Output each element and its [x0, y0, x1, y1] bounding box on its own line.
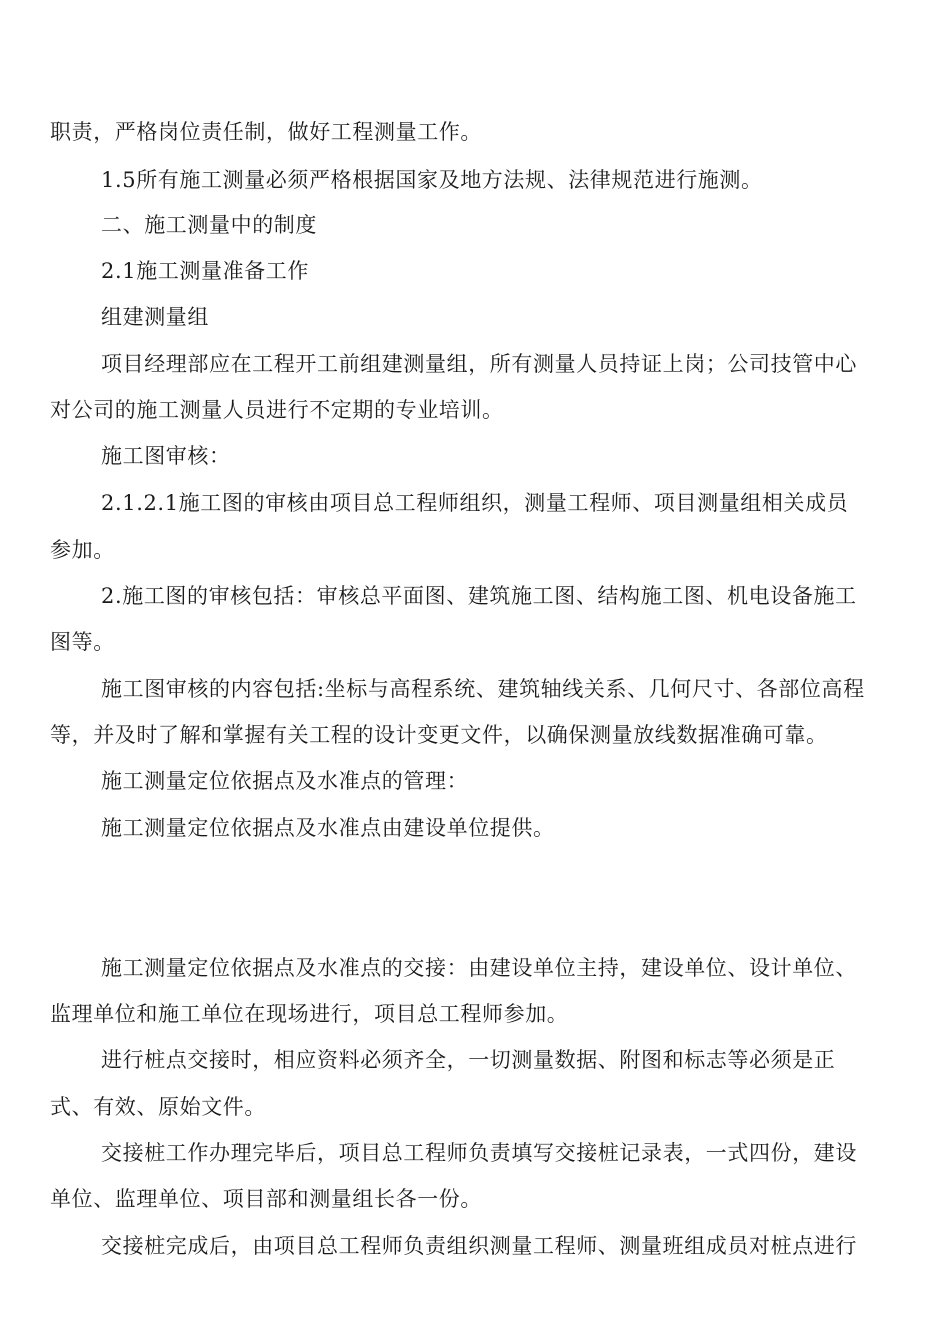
paragraph-line: 职责，严格岗位责任制，做好工程测量工作。: [50, 120, 482, 144]
paragraph-line: 交接桩完成后，由项目总工程师负责组织测量工程师、测量班组成员对桩点进行: [101, 1234, 857, 1258]
paragraph-line: 施工测量定位依据点及水准点由建设单位提供。: [101, 816, 555, 840]
paragraph-line: 施工测量定位依据点及水准点的交接：由建设单位主持，建设单位、设计单位、: [101, 956, 857, 980]
paragraph-line: 单位、监理单位、项目部和测量组长各一份。: [50, 1187, 482, 1211]
paragraph-line: 项目经理部应在工程开工前组建测量组，所有测量人员持证上岗；公司技管中心: [101, 352, 857, 376]
paragraph-line: 监理单位和施工单位在现场进行，项目总工程师参加。: [50, 1002, 569, 1026]
subsection-heading: 2.1施工测量准备工作: [101, 259, 309, 283]
paragraph-line: 对公司的施工测量人员进行不定期的专业培训。: [50, 398, 504, 422]
paragraph-line: 施工图审核的内容包括:坐标与高程系统、建筑轴线关系、几何尺寸、各部位高程: [101, 677, 865, 701]
paragraph-line: 式、有效、原始文件。: [50, 1095, 266, 1119]
paragraph-line: 图等。: [50, 630, 115, 654]
section-heading: 二、施工测量中的制度: [101, 213, 317, 237]
paragraph-line: 参加。: [50, 538, 115, 562]
paragraph-line: 1.5所有施工测量必须严格根据国家及地方法规、法律规范进行施测。: [101, 168, 763, 192]
paragraph-line: 2.施工图的审核包括：审核总平面图、建筑施工图、结构施工图、机电设备施工: [101, 584, 857, 608]
item-heading: 组建测量组: [101, 305, 209, 329]
item-heading: 施工测量定位依据点及水准点的管理：: [101, 769, 469, 793]
paragraph-line: 等，并及时了解和掌握有关工程的设计变更文件，以确保测量放线数据准确可靠。: [50, 723, 828, 747]
paragraph-line: 2.1.2.1施工图的审核由项目总工程师组织，测量工程师、项目测量组相关成员: [101, 491, 849, 515]
item-heading: 施工图审核：: [101, 444, 231, 468]
paragraph-line: 交接桩工作办理完毕后，项目总工程师负责填写交接桩记录表，一式四份，建设: [101, 1141, 857, 1165]
paragraph-line: 进行桩点交接时，相应资料必须齐全，一切测量数据、附图和标志等必须是正: [101, 1048, 836, 1072]
